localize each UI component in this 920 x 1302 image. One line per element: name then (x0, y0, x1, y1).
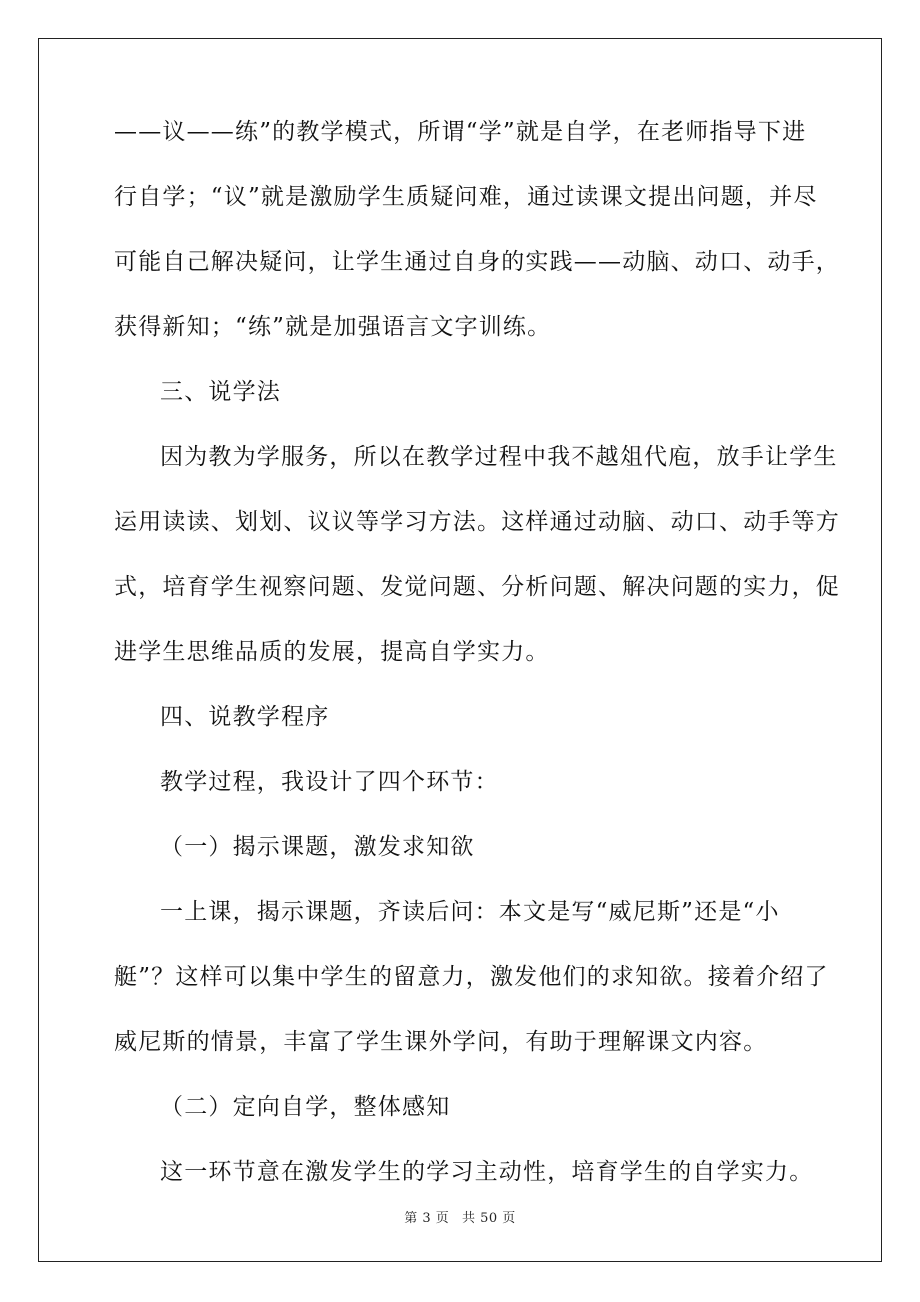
text-line: 艇”？这样可以集中学生的留意力，激发他们的求知欲。接着介绍了 (114, 964, 829, 990)
subsection-heading: （二）定向自学，整体感知 (160, 1094, 451, 1120)
section-heading: 四、说教学程序 (160, 704, 330, 730)
text-line: 获得新知；“练”就是加强语言文字训练。 (114, 314, 552, 340)
section-heading: 三、说学法 (160, 379, 281, 405)
text-line: 进学生思维品质的发展，提高自学实力。 (114, 639, 550, 665)
text-line: 可能自己解决疑问，让学生通过自身的实践——动脑、动口、动手， (114, 249, 840, 275)
text-line: 一上课，揭示课题，齐读后问：本文是写“威尼斯”还是“小 (160, 899, 780, 925)
text-line: 运用读读、划划、议议等学习方法。这样通过动脑、动口、动手等方 (114, 509, 840, 535)
subsection-heading: （一）揭示课题，激发求知欲 (160, 834, 475, 860)
text-line: 威尼斯的情景，丰富了学生课外学问，有助于理解课文内容。 (114, 1029, 768, 1055)
text-line: ——议——练”的教学模式，所谓“学”就是自学，在老师指导下进 (114, 119, 807, 145)
text-line: 式，培育学生视察问题、发觉问题、分析问题、解决问题的实力，促 (114, 574, 840, 600)
document-body (114, 117, 840, 1187)
text-line: 这一环节意在激发学生的学习主动性，培育学生的自学实力。 (160, 1159, 814, 1185)
text-line: 教学过程，我设计了四个环节： (160, 769, 499, 795)
page-footer (0, 1207, 920, 1226)
text-line: 因为教为学服务，所以在教学过程中我不越俎代庖，放手让学生 (160, 444, 838, 470)
text-line: 行自学；“议”就是激励学生质疑问难，通过读课文提出问题，并尽 (114, 184, 818, 210)
page-number: 第 3 页 (404, 1211, 450, 1226)
page-total: 共 50 页 (461, 1211, 516, 1226)
